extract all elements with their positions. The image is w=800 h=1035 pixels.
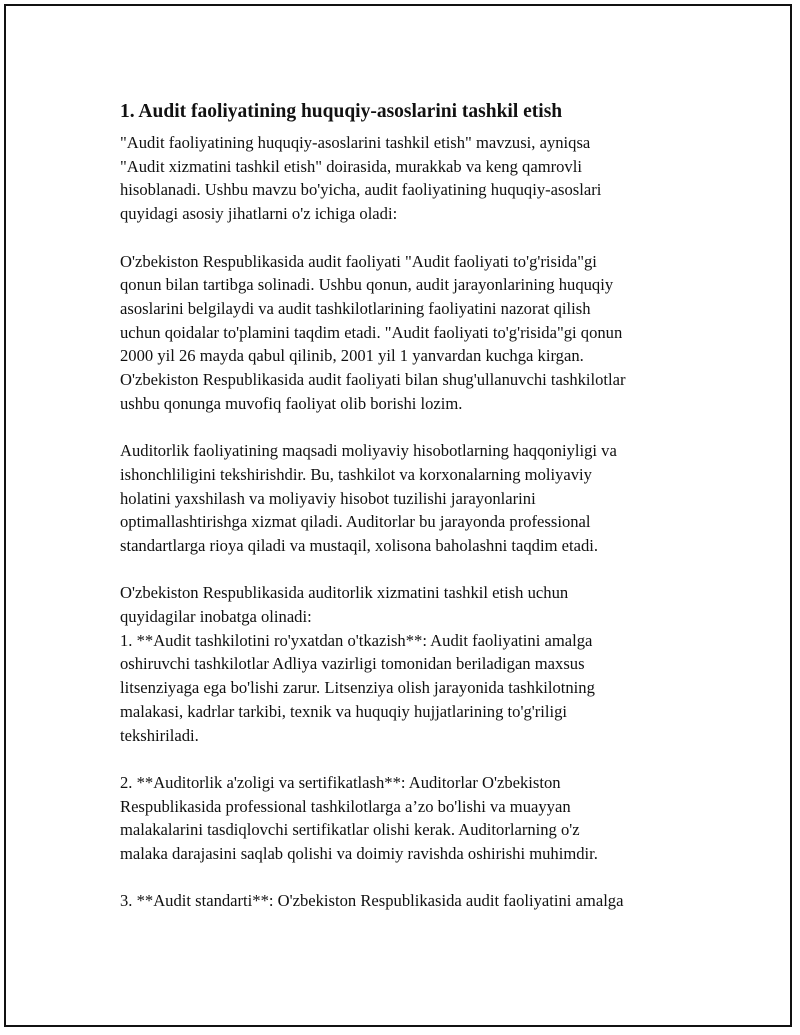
- document-body: [120, 98, 700, 913]
- paragraph-legal-basis: O'zbekiston Respublikasida audit faoliyati "Audit faoliyati to'g'risida"gi qonun bilan tartibga solinadi. Ushbu qonun, audit jarayonlarining huquqiy asoslarini belgilaydi va audit tashkilotlarining faoliyatini nazorat qilish uchun qoidalar to'plamini taqdim etadi. "Audit faoliyati to'g'risida"gi qonun 2000 yil 26 mayda qabul qilinib, 2001 yil 1 yanvardan kuchga kirgan. O'zbekiston Respublikasida audit faoliyati bilan shug'ullanuvchi tashkilotlar ushbu qonunga muvofiq faoliyat olib borishi lozim.: [120, 251, 626, 413]
- document-title: 1. Audit faoliyatining huquqiy-asoslarini tashkil etish: [120, 101, 563, 122]
- paragraph-audit-standard: 3. **Audit standarti**: O'zbekiston Respublikasida audit faoliyatini amalga: [120, 891, 624, 911]
- paragraph-organization-list: O'zbekiston Respublikasida auditorlik xizmatini tashkil etish uchun quyidagilar inobatga olinadi: 1. **Audit tashkilotini ro'yxatdan o'tkazish**: Audit faoliyatini amalga oshiruvchi tashkilotlar Adliya vazirligi tomonidan beriladigan maxsus litsenziyaga ega bo'lishi zarur. Litsenziya olish jarayonida tashkilotning malakasi, kadrlar tarkibi, texnik va huquqiy hujjatlarining to'g'riligi tekshiriladi.: [120, 583, 595, 745]
- paragraph-audit-purpose: Auditorlik faoliyatining maqsadi moliyaviy hisobotlarning haqqoniyligi va ishonchliligini tekshirishdir. Bu, tashkilot va korxonalarning moliyaviy holatini yaxshilash va moliyaviy hisobot tuzilishi jarayonlarini optimallashtirishga xizmat qiladi. Auditorlar bu jarayonda professional standartlarga rioya qiladi va mustaqil, xolisona baholashni taqdim etadi.: [120, 441, 617, 555]
- paragraph-certification: 2. **Auditorlik a'zoligi va sertifikatlash**: Auditorlar O'zbekiston Respublikasida professional tashkilotlarga a’zo bo'lishi va muayyan malakalarini tasdiqlovchi sertifikatlar olishi kerak. Auditorlarning o'z malaka darajasini saqlab qolishi va doimiy ravishda oshirishi muhimdir.: [120, 772, 598, 864]
- page-frame: [4, 4, 792, 1027]
- paragraph-intro: "Audit faoliyatining huquqiy-asoslarini tashkil etish" mavzusi, ayniqsa "Audit xizmatini tashkil etish" doirasida, murakkab va keng qamrovli hisoblanadi. Ushbu mavzu bo'yicha, audit faoliyatining huquqiy-asoslari quyidagi asosiy jihatlarni o'z ichiga oladi:: [120, 133, 602, 224]
